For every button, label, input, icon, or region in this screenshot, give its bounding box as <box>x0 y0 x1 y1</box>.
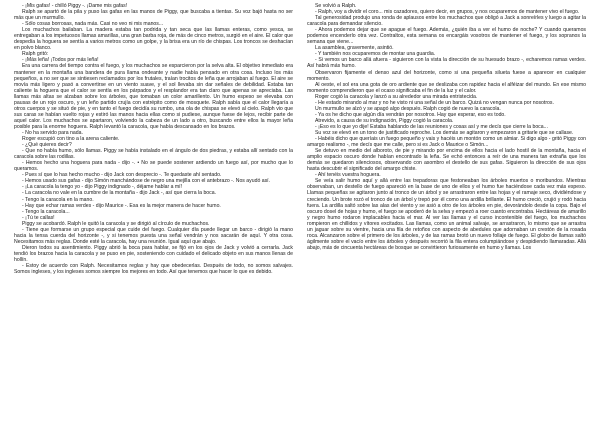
paragraph: - Si vemos un barco allá afuera - siguieron con la vista la dirección de su huesudo brazo -, echaremos ramas verdes. Así habrá más humo. <box>307 57 586 70</box>
paragraph: - Sólo cosas borrosas, nada más. Casi no veo ni mis manos... <box>22 21 164 28</box>
paragraph: - Tengo la caracola en la mano. <box>22 196 94 203</box>
paragraph: Se volvió a Ralph. <box>315 3 357 9</box>
paragraph: Atrevido, a causa de su indignación, Piggy cogió la caracola. <box>315 117 454 124</box>
paragraph: - ¡Eso es lo que yo dije! Estaba hablando de las reuniones y cosas así y me decís que cierre la boca... <box>315 123 548 130</box>
paragraph: Observaron fijamente el denso azul del horizonte, como si una pequeña silueta fuese a aparecer en cualquier momento. <box>307 69 586 82</box>
paragraph: Se veía salir humo aquí y allá entre las trepadoras que festoneaban los árboles muertos o moribundos. Mientras observaban, un destello de fuego apareció en la base de uno de ellos y el humo fue haciéndose cada vez más espeso. Llamas pequeñas se agitaron junto al tronco de un árbol y se arrastraron entre las hojas y el ramaje seco, dividiéndose y creciendo. Un brote rozó el tronco de un árbol y trepó por él como una ardilla brillante. El humo creció, crujió y rodó hacia fuera. La ardilla saltó sobre las alas del viento y se asió a otro de los árboles en pie, devorándolo desde la copa. Bajo el oscuro dosel de hojas y humo, el fuego se apoderó de la selva y empezó a roer cuanto encontraba. Hectáreas de amarillo y negro humo rodaron implacables hacia el mar. Al ver las llamas y el curso incontenible del fuego, los muchachos rompieron en chillidos y vítores excitados. Las llamas, como un animal salvaje, se arrastraron, lo mismo que se arrastra un jaguar sobre su vientre, hacia una fila de retoños con aspecto de abedules que adornaban un crestón de la rosada roca. Alcanzaron sobre el primero de los árboles, y de las ramas brotó un nuevo follaje de fuego. El globo de llamas saltó ágilmente sobre el vacío entre los árboles y después recorrió la fila entera columpiándose y despidiendo llamaradas. Allá abajo, más de cincuenta hectáreas de bosque se convirtieron furiosamente en humo y llamas. Los <box>307 178 586 251</box>
paragraph: Ralph se apartó de la pila y puso las gafas en las manos de Piggy, que buscaba a tientas. Su voz bajó hasta no ser más que un murmullo. <box>14 9 293 22</box>
paragraph: Roger escupió con tino a la arena caliente. <box>22 136 120 143</box>
paragraph: Ralph gritó: <box>22 51 49 58</box>
paragraph: - Hemos usado sus gafas - dijo Simón manchándose de negro una mejilla con el antebrazo -. Nos ayudó así. <box>22 178 271 185</box>
paragraph: - ¡Tú te callas! <box>22 214 55 221</box>
paragraph: - ¿Qué quieres decir? <box>22 142 72 149</box>
paragraph: - Hay que echar ramas verdes - dijo Maurice -. Esa es la mejor manera de hacer humo. <box>22 202 221 209</box>
paragraph: - Pues sí que lo has hecho mucho - dijo Jack con desprecio -. Te quedaste ahí sentado. <box>22 172 222 179</box>
paragraph: Un murmullo se alzó y se apagó algo después. Ralph cogió de nuevo la caracola. <box>315 105 501 112</box>
paragraph: - Tengo la caracola... <box>22 208 70 215</box>
paragraph: - Tiene que formarse un grupo especial que cuide del fuego. Cualquier día puede llegar un barco - dirigió la mano hacia la tensa cuerda del horizonte -, y si tenemos puesta una señal vendrán y nos sacarán de aquí. Y otra cosa. Necesitamos más reglas. Donde esté la caracola, hay una reunión. Igual aquí que abajo. <box>14 226 293 245</box>
paragraph: La asamblea, gravemente, asintió. <box>315 45 394 52</box>
paragraph: Se detuvo en medio del alboroto, de pie y mirando por encima de ellos hacia el lado hostil de la montaña, hacia el amplio espacio oscuro donde habían encontrado la leña. Se echó entonces a reír de una manera tan extraña que los demás se quedaron silenciosos, observando con asombro el destello de sus gafas. Siguieron la dirección de sus ojos hasta descubrir el significado del amargo chiste. <box>307 148 586 173</box>
paragraph: - Habéis dicho que queríais un fuego pequeño y vais y hacéis un montón como un almiar. Si digo algo - gritó Piggy con amargo realismo -, me decís que me calle, pero si es Jack o Maurice o Simón... <box>307 136 586 149</box>
paragraph: Era una carrera del tiempo contra el fuego, y los muchachos se esparcieron por la selva alta. El objetivo inmediato era mantener en la montaña una bandera de pura llama ondeante y nadie había pensado en otra cosa. Incluso los más pequeños, a no ser que se sintiesen reclamados por los frutales, traían trocitos de leña que arrojaban al fuego. El aire se movía más ligero y pasó a convertirse en un viento suave, y el sol llevaba sin dar señales de debilidad. Estaba tan caliente la hoguera que el calor se sentía en los párpados y el resplandor era tan claro que apenas se apreciaba. Las llamas más altas se alzaban sobre los árboles, que tomaban un color amarillento. Un humo espeso se elevaba con pausas de un rojo oscuro, y un leño partido crujía con estrépito como de mosquete. Ralph sabía que el calor llegaría a otros cuerpos y se situó de pie, y en tanto el fuego decidía su rumbo, una ola de chispas se elevó al cielo. Ralph vio que sus caras se habían vuelto rojas y estiró las manos hacia ellas como si pudiese, aunque fuese de lejos, recibir parte de aquel calor. Los muchachos se apartaron, volviendo la cabeza de un lado a otro, buscando entre ellos la mayor leña posible para la enorme hoguera. Ralph levantó la caracola, que había descansado en los brazos. <box>14 63 293 130</box>
paragraph: - He estado mirando al mar y no he visto ni una señal de un barco. Quizá no vengan nunca por nosotros. <box>315 99 554 106</box>
paragraph: - Estoy de acuerdo con Ralph. Necesitamos reglas y hay que obedecerlas. Después de todo, no somos salvajes. Somos ingleses, y los ingleses somos siempre los mejores en todo. Así que tenemos que hacer lo que es debido. <box>14 263 293 276</box>
paragraph: Dieron todos su asentimiento. Piggy abrió la boca para hablar, se fijó en los ojos de Jack y volvió a cerrarla. Jack tendió los brazos hacia la caracola y se puso en pie, sosteniendo con cuidado el delicado objeto en sus manos llenas de hollín. <box>14 244 293 263</box>
paragraph: Piggy se acobardó. Ralph le quitó la caracola y se dirigió al círculo de muchachos. <box>22 220 210 227</box>
left-text-column <box>14 3 293 424</box>
paragraph: - Y también nos ocuparemos de montar una guardia. <box>315 51 436 58</box>
paragraph: - Ya os he dicho que algún día vendrán por nosotros. Hay que esperar, eso es todo. <box>315 111 506 118</box>
paragraph: - No ha servido para nada. <box>22 129 83 136</box>
paragraph: - La caracola no vale en la cumbre de la montaña - dijo Jack -, así que cierra la boca. <box>22 190 217 197</box>
paragraph: - Ahora podemos dejar que se apague el fuego. Además, ¿quién iba a ver el humo de noche? Y cuando queramos podemos encenderlo otra vez. Contraltos, esta semana os encargáis vosotros de mantener el fuego, y los sopranos la semana que viene... <box>307 27 586 46</box>
paragraph: - Ahí tenéis vuestra hoguera. <box>315 172 381 179</box>
paragraph: - Que no había humo, sólo llamas. Piggy se había instalado en el ángulo de dos piedras, y estaba allí sentado con la caracola sobre las rodillas. <box>14 148 293 161</box>
paragraph: - Ralph, voy a dividir el coro... mis cazadores, quiero decir, en grupos, y nos ocuparemos de mantener vivo el fuego. <box>315 9 580 16</box>
paragraph: - Hemos hecho una hoguera para nada - dijo -. • No se puede sostener ardiendo un fuego así, por mucho que lo queramos. <box>14 160 293 173</box>
paragraph: - ¡Más leña! ¡Todos por más leña! <box>22 57 99 64</box>
paragraph: Al oeste, el sol era una gota de oro ardiente que se deslizaba con rapidez hacia el alféizar del mundo. En ese mismo momento comprendieron que el ocaso significaba el fin de la luz y el calor. <box>307 81 586 94</box>
right-text-column <box>307 3 586 424</box>
paragraph: Roger cogió la caracola y lanzó a su alrededor una mirada entristecida. <box>315 93 478 100</box>
paragraph: - ¡Mis gafas! - chilló Piggy -. ¡Dame mis gafas! <box>22 3 128 9</box>
paragraph: - ¡La caracola la tengo yo - dijo Piggy indignado -, déjame hablar a mí! <box>22 184 183 191</box>
paragraph: Tal generosidad produjo una ronda de aplausos entre los muchachos que obligó a Jack a sonreírles y luego a agitar la caracola para demandar silencio. <box>307 15 586 28</box>
paragraph: Los muchachos bailaban. La madera estaba tan podrida y tan seca que las llamas enteras, como yesca, se entregaban a los impetuosos llamas amarillas, una gran barba roja, de más de cinco metros, surgió en el aire. El calor que despedía la hoguera se sentía a varios metros como un golpe, y la brisa era un río de chispas. Los troncos se deshacían en polvo blanco. <box>14 27 293 52</box>
paragraph: Su voz se elevó en un tono de justificado reproche. Los demás se agitaron y empezaron a gritarle que se callase. <box>315 129 574 136</box>
